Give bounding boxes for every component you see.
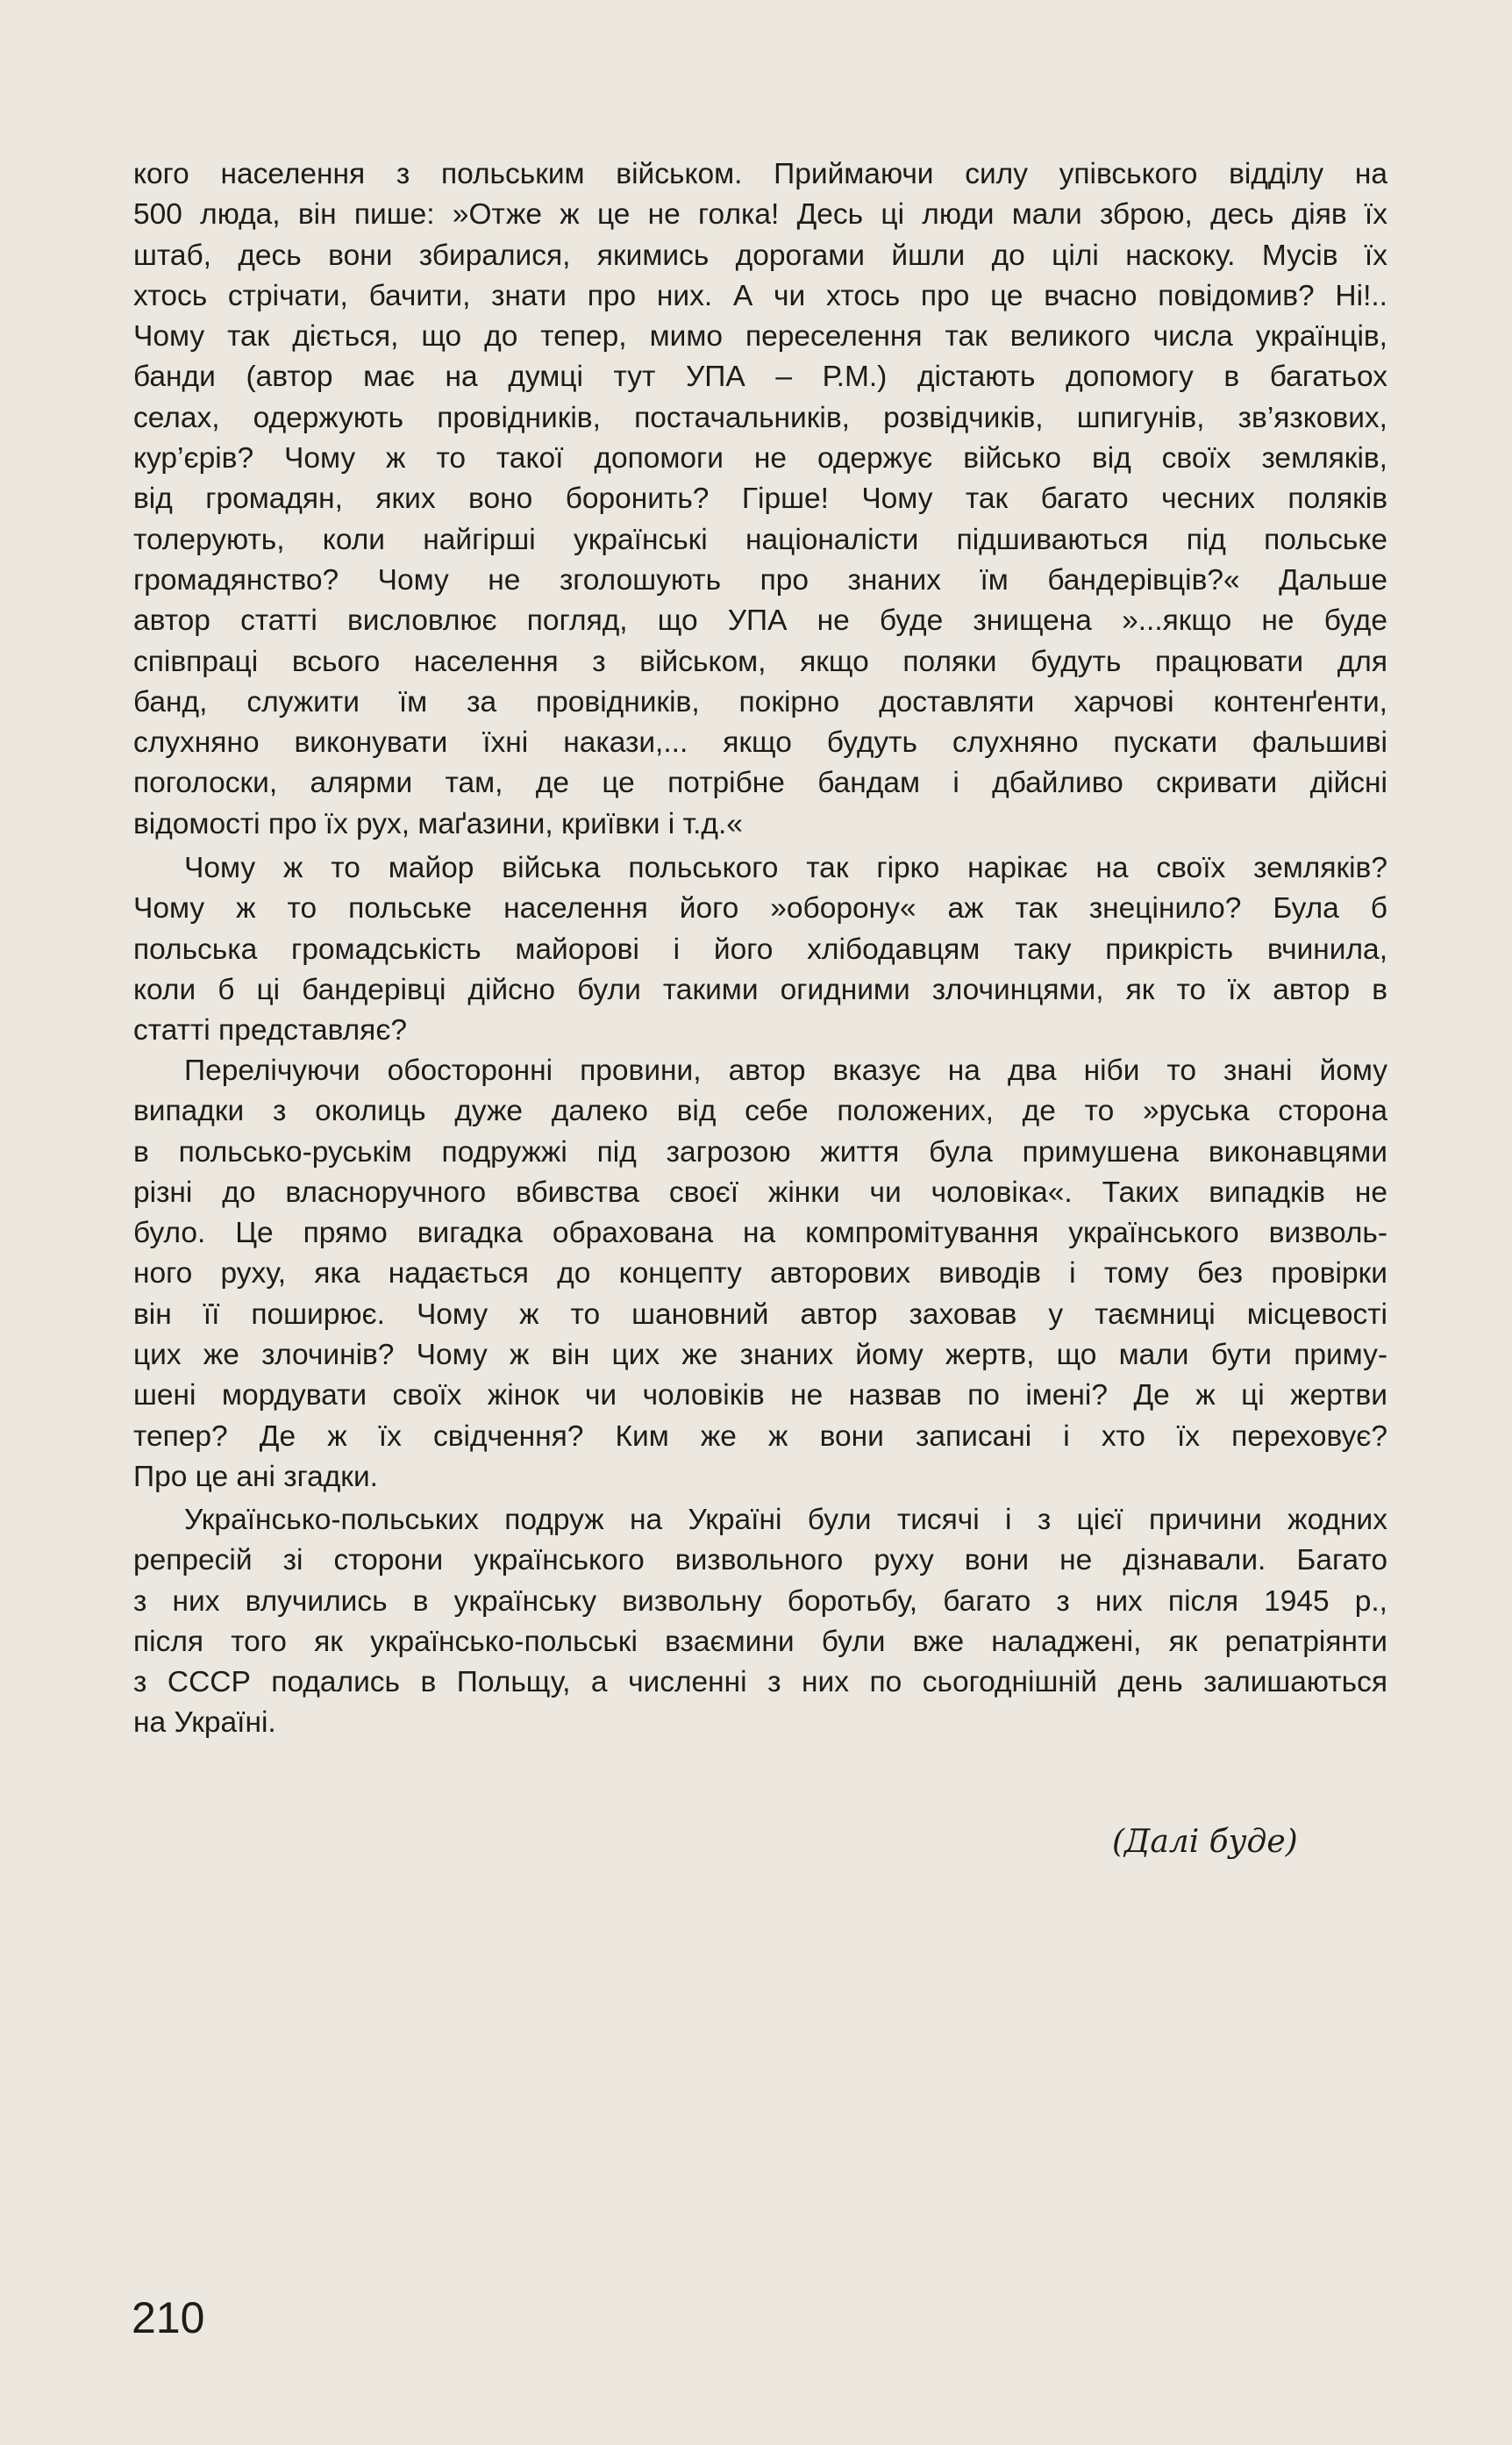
paragraph-3: [133, 1051, 1387, 1498]
text-line: випадки з околиць дуже далеко від себе положених, де то »руська сторона: [133, 1095, 1387, 1128]
text-line: Про це ані згадки.: [133, 1460, 378, 1493]
text-line: було. Це прямо вигадка обрахована на компромітування українського визволь-: [133, 1217, 1387, 1250]
text-line: різні до власноручного вбивства своєї жінки чи чоловіка«. Таких випадків не: [133, 1176, 1387, 1209]
text-line: Чому ж то польське населення його »оборону« аж так знецінило? Була б: [133, 892, 1387, 926]
paragraph-1: [133, 154, 1387, 845]
text-line: в польсько-руськім подружжі під загрозою життя була примушена виконавцями: [133, 1135, 1387, 1169]
text-line: кого населення з польським військом. Приймаючи силу упівського відділу на: [133, 158, 1387, 190]
text-line: Українсько-польських подруж на Україні були тисячі і з цієї причини жодних: [184, 1504, 1387, 1536]
text-line: толерують, коли найгірші українські націоналісти підшиваються під польське: [133, 523, 1387, 556]
text-line: він її поширює. Чому ж то шановний автор заховав у таємниці місцевості: [133, 1298, 1387, 1331]
text-line: банди (автор має на думці тут УПА – Р.М.) дістають допомогу в багатьох: [133, 361, 1387, 394]
text-line: слухняно виконувати їхні накази,... якщо будуть слухняно пускати фальшиві: [133, 726, 1387, 760]
text-line: з СССР подались в Польщу, а численні з них по сьогоднішній день залишаються: [133, 1666, 1387, 1699]
text-line: автор статті висловлює погляд, що УПА не буде знищена »...якщо не буде: [133, 604, 1387, 638]
text-line: тепер? Де ж їх свідчення? Ким же ж вони записані і хто їх переховує?: [133, 1419, 1387, 1453]
text-line: співпраці всього населення з військом, якщо поляки будуть працювати для: [133, 645, 1387, 678]
text-line: польська громадськість майорові і його хлібодавцям таку прикрість вчинила,: [133, 933, 1387, 966]
text-line: Чому ж то майор війська польського так гірко нарікає на своїх земляків?: [184, 852, 1387, 884]
page-number: 210: [132, 2293, 205, 2342]
text-line: селах, одержують провідників, постачальників, розвідчиків, шпигунів, зв’язкових,: [133, 401, 1387, 434]
paragraph-2: [133, 848, 1387, 1051]
text-line: 500 люда, він пише: »Отже ж це не голка! Десь ці люди мали зброю, десь діяв їх: [133, 198, 1387, 232]
text-line: хтось стрічати, бачити, знати про них. А чи хтось про це вчасно повідомив? Ні!..: [133, 279, 1387, 312]
text-line: коли б ці бандерівці дійсно були такими огидними злочинцями, як то їх автор в: [133, 973, 1387, 1006]
text-line: статті представляє?: [133, 1014, 408, 1047]
text-line: відомості про їх рух, маґазини, криївки і т.д.«: [133, 807, 743, 840]
text-line: громадянство? Чому не зголошують про знаних їм бандерівців?« Дальше: [133, 563, 1387, 597]
text-line: кур’єрів? Чому ж то такої допомоги не одержує військо від своїх земляків,: [133, 442, 1387, 475]
text-line: поголоски, алярми там, де це потрібне бандам і дбайливо скривати дійсні: [133, 767, 1387, 800]
text-line: репресій зі сторони українського визвольного руху вони не дізнавали. Багато: [133, 1544, 1387, 1577]
text-line: Чому так діється, що до тепер, мимо переселення так великого числа українців,: [133, 320, 1387, 354]
text-line: ного руху, яка надається до концепту авторових виводів і тому без провірки: [133, 1257, 1387, 1290]
text-line: штаб, десь вони збиралися, якимись дорогами йшли до цілі наскоку. Мусів їх: [133, 239, 1387, 272]
text-line: після того як українсько-польські взаємини були вже наладжені, як репатріянти: [133, 1625, 1387, 1658]
to-be-continued-note: (Далі буде): [1112, 1824, 1298, 1860]
text-line: від громадян, яких воно боронить? Гірше! Чому так багато чесних поляків: [133, 483, 1387, 516]
text-line: шені мордувати своїх жінок чи чоловіків не назвав по імені? Де ж ці жертви: [133, 1379, 1387, 1412]
text-line: на Україні.: [133, 1706, 276, 1740]
text-line: цих же злочинів? Чому ж він цих же знаних йому жертв, що мали бути приму-: [133, 1339, 1387, 1372]
paragraph-4: [133, 1500, 1387, 1744]
text-line: банд, служити їм за провідників, покірно доставляти харчові контенґенти,: [133, 685, 1387, 718]
text-line: Перелічуючи обосторонні провини, автор вказує на два ніби то знані йому: [184, 1054, 1387, 1087]
text-line: з них влучились в українську визвольну боротьбу, багато з них після 1945 р.,: [133, 1584, 1387, 1618]
